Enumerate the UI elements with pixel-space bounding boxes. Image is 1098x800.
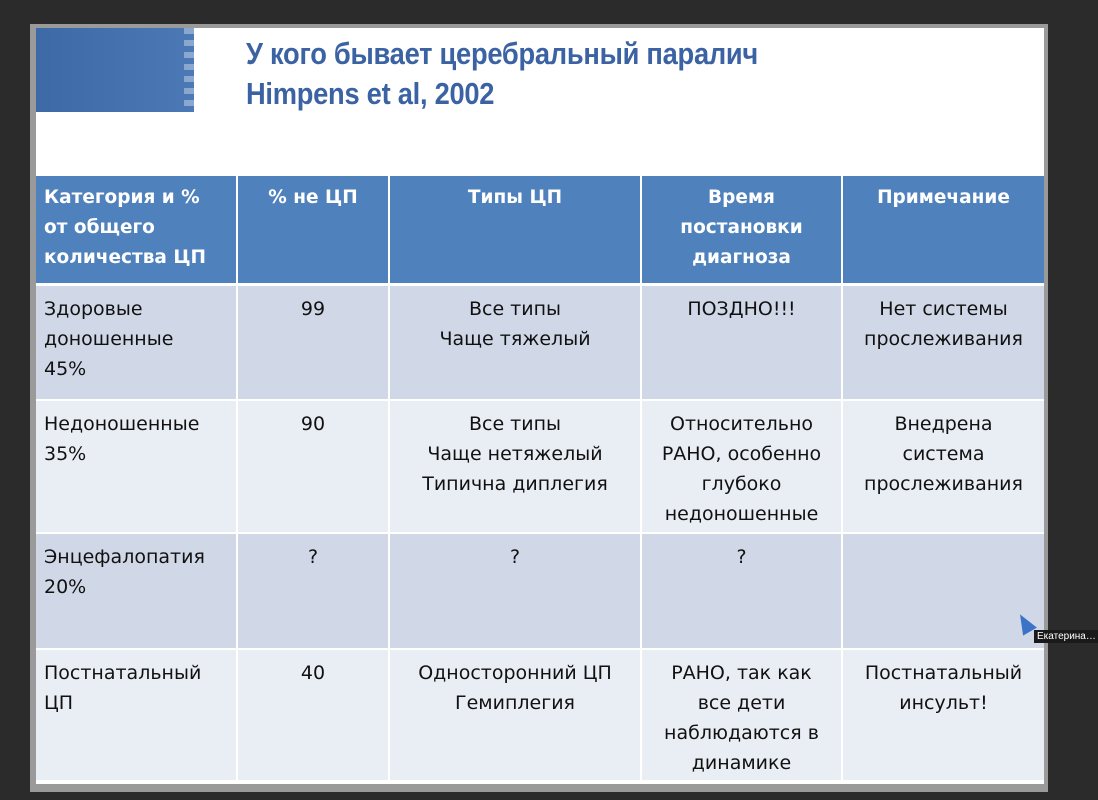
table-row bbox=[36, 649, 1044, 781]
cell-line: система bbox=[902, 443, 985, 465]
cell-note bbox=[842, 284, 1044, 400]
cell-diagnosis-time bbox=[641, 400, 842, 533]
cell-line: Постнатальный bbox=[44, 662, 202, 684]
cell-line: Все типы bbox=[468, 297, 562, 320]
cell-line: инсульт! bbox=[899, 692, 988, 714]
title-accent-block bbox=[36, 28, 194, 112]
cell-line: Гемиплегия bbox=[455, 692, 575, 714]
cell-line: динамике bbox=[691, 752, 792, 774]
cell-line: ? bbox=[509, 546, 521, 568]
header-category bbox=[36, 176, 237, 284]
cell-non-cp bbox=[237, 284, 389, 400]
cell-cp-types bbox=[389, 649, 641, 781]
cell-diagnosis-time bbox=[641, 649, 842, 781]
cell-line: 90 bbox=[300, 413, 326, 435]
slide-title bbox=[246, 34, 915, 114]
slide bbox=[36, 28, 1044, 784]
cell-line: 20% bbox=[44, 576, 87, 598]
cell-non-cp bbox=[237, 649, 389, 781]
header-line: Типы ЦП bbox=[467, 187, 563, 208]
cell-line: 99 bbox=[300, 297, 326, 320]
cell-line: Внедрена bbox=[894, 413, 993, 435]
cell-note bbox=[842, 649, 1044, 781]
cell-note bbox=[842, 533, 1044, 649]
cell-line: 35% bbox=[44, 443, 87, 465]
cell-line: наблюдаются в bbox=[664, 722, 819, 744]
header-line: Время bbox=[708, 187, 775, 208]
cell-diagnosis-time bbox=[641, 284, 842, 400]
cell-line: Чаще нетяжелый bbox=[427, 443, 603, 465]
cell-diagnosis-time bbox=[641, 533, 842, 649]
cell-line: доношенные bbox=[44, 327, 174, 350]
cell-line: прослеживания bbox=[864, 473, 1023, 495]
table-row bbox=[36, 400, 1044, 533]
accent-steps bbox=[184, 28, 196, 112]
cell-category bbox=[36, 284, 237, 400]
table-header-row bbox=[36, 176, 1044, 284]
cell-category bbox=[36, 400, 237, 533]
cell-line: Постнатальный bbox=[864, 662, 1023, 684]
cell-line: Односторонний ЦП bbox=[418, 662, 612, 684]
cell-line: ? bbox=[736, 546, 747, 568]
header-line: Категория и % bbox=[44, 187, 200, 208]
cell-note bbox=[842, 400, 1044, 533]
header-diagnosis-time bbox=[641, 176, 842, 284]
header-line: постановки bbox=[680, 217, 803, 238]
cell-line: ПОЗДНО!!! bbox=[687, 297, 796, 320]
title-line-2: Himpens et al, 2002 bbox=[246, 76, 495, 111]
cell-line: Энцефалопатия bbox=[44, 546, 205, 568]
cell-line: Нет системы bbox=[879, 297, 1008, 320]
header-line: % не ЦП bbox=[268, 187, 358, 208]
cell-cp-types bbox=[389, 284, 641, 400]
cell-line: прослеживания bbox=[864, 327, 1023, 350]
cell-line: глубоко bbox=[701, 473, 782, 495]
cell-line: ? bbox=[307, 546, 319, 568]
header-line: диагноза bbox=[692, 247, 791, 268]
header-line: от общего bbox=[44, 217, 155, 238]
cell-cp-types bbox=[389, 533, 641, 649]
header-note bbox=[842, 176, 1044, 284]
header-non-cp bbox=[237, 176, 389, 284]
cp-table bbox=[36, 176, 1044, 782]
cell-line: все дети bbox=[697, 692, 786, 714]
header-line: количества ЦП bbox=[44, 247, 206, 268]
cell-line: 40 bbox=[300, 662, 326, 684]
cell-line: Недоношенные bbox=[44, 413, 200, 435]
table-row bbox=[36, 284, 1044, 400]
cell-cp-types bbox=[389, 400, 641, 533]
cell-line: 45% bbox=[44, 357, 87, 380]
table-row bbox=[36, 533, 1044, 649]
cell-line: ЦП bbox=[44, 692, 74, 714]
cell-line: РАНО, особенно bbox=[661, 443, 822, 465]
cell-line: Относительно bbox=[669, 413, 813, 435]
cell-line: Чаще тяжелый bbox=[439, 327, 591, 350]
title-line-1: У кого бывает церебральный паралич bbox=[246, 36, 759, 71]
cell-category bbox=[36, 649, 237, 781]
cell-non-cp bbox=[237, 533, 389, 649]
header-cp-types bbox=[389, 176, 641, 284]
cell-line: недоношенные bbox=[664, 503, 819, 525]
cell-non-cp bbox=[237, 400, 389, 533]
cell-category bbox=[36, 533, 237, 649]
cell-line: Здоровые bbox=[44, 297, 143, 320]
cell-line: Типична диплегия bbox=[422, 473, 608, 495]
cursor-user-label: Екатерина… bbox=[1034, 630, 1098, 643]
header-line: Примечание bbox=[877, 187, 1010, 208]
cell-line: РАНО, так как bbox=[671, 662, 812, 684]
cell-line: Все типы bbox=[468, 413, 562, 435]
